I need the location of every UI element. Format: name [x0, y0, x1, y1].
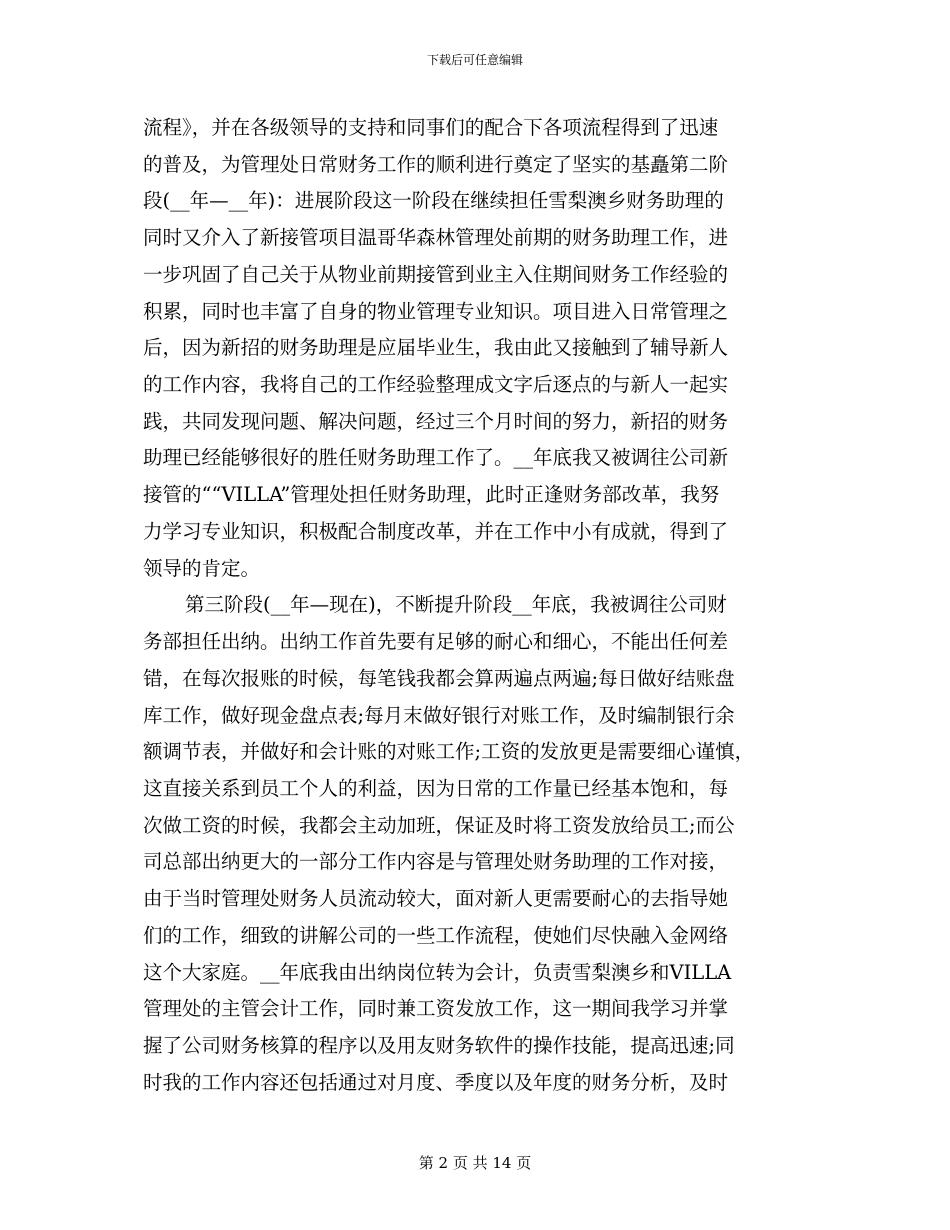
- text-line: 们的工作，细致的讲解公司的一些工作流程，使她们尽快融入金网络: [143, 923, 729, 947]
- text-line: 务部担任出纳。出纳工作首先要有足够的耐心和细心，不能出任何差: [143, 630, 729, 654]
- text-line: 错，在每次报账的时候，每笔钱我都会算两遍点两遍;每日做好结账盘: [143, 666, 735, 690]
- text-line: 后，因为新招的财务助理是应届毕业生，我由此又接触到了辅导新人: [143, 336, 729, 360]
- text-line: 这直接关系到员工个人的利益，因为日常的工作量已经基本饱和，每: [143, 776, 729, 800]
- text-line: 时我的工作内容还包括通过对月度、季度以及年度的财务分析，及时: [143, 1070, 729, 1094]
- document-body: [143, 110, 823, 1101]
- text-line: 的工作内容，我将自己的工作经验整理成文字后逐点的与新人一起实: [143, 373, 729, 397]
- text-line: 领导的肯定。: [143, 556, 261, 580]
- text-line: 流程》，并在各级领导的支持和同事们的配合下各项流程得到了迅速: [143, 116, 719, 139]
- text-line: 践，共同发现问题、解决问题，经过三个月时间的努力，新招的财务: [143, 409, 729, 433]
- text-line: 同时又介入了新接管项目温哥华森林管理处前期的财务助理工作，进: [143, 226, 729, 250]
- text-line: 力学习专业知识，积极配合制度改革，并在工作中小有成就，得到了: [143, 519, 729, 543]
- page-footer: 第 2 页 共 14 页: [418, 1154, 532, 1172]
- text-line: 管理处的主管会计工作，同时兼工资发放工作，这一期间我学习并掌: [143, 997, 729, 1021]
- text-line: 积累，同时也丰富了自身的物业管理专业知识。项目进入日常管理之: [143, 299, 729, 323]
- text-line: 这个大家庭。__年底我由出纳岗位转为会计，负责雪梨澳乡和VILLA: [143, 960, 732, 984]
- text-line: 的普及，为管理处日常财务工作的顺利进行奠定了坚实的基矗第二阶: [143, 152, 729, 176]
- text-line: 由于当时管理处财务人员流动较大，面对新人更需要耐心的去指导她: [143, 887, 729, 911]
- text-line: 握了公司财务核算的程序以及用友财务软件的操作技能，提高迅速;同: [143, 1033, 735, 1057]
- text-line: 库工作，做好现金盘点表;每月末做好银行对账工作，及时编制银行余: [143, 703, 735, 727]
- text-line: 额调节表，并做好和会计账的对账工作;工资的发放更是需要细心谨慎，: [143, 740, 755, 764]
- text-line: 助理已经能够很好的胜任财务助理工作了。__年底我又被调往公司新: [143, 446, 729, 470]
- page-header: 下载后可任意编辑: [426, 53, 523, 67]
- text-line: 接管的““VILLA”管理处担任财务助理，此时正逢财务部改革，我努: [143, 483, 720, 507]
- text-line: 次做工资的时候，我都会主动加班，保证及时将工资发放给员工;而公: [143, 813, 735, 837]
- text-line: 一步巩固了自己关于从物业前期接管到业主入住期间财务工作经验的: [143, 262, 729, 286]
- text-line: 段(__年—__年)：进展阶段这一阶段在继续担任雪梨澳乡财务助理的: [143, 189, 724, 213]
- paragraph-start-line: 第三阶段(__年—现在)，不断提升阶段__年底，我被调往公司财: [185, 593, 727, 617]
- text-line: 司总部出纳更大的一部分工作内容是与管理处财务助理的工作对接，: [143, 850, 729, 874]
